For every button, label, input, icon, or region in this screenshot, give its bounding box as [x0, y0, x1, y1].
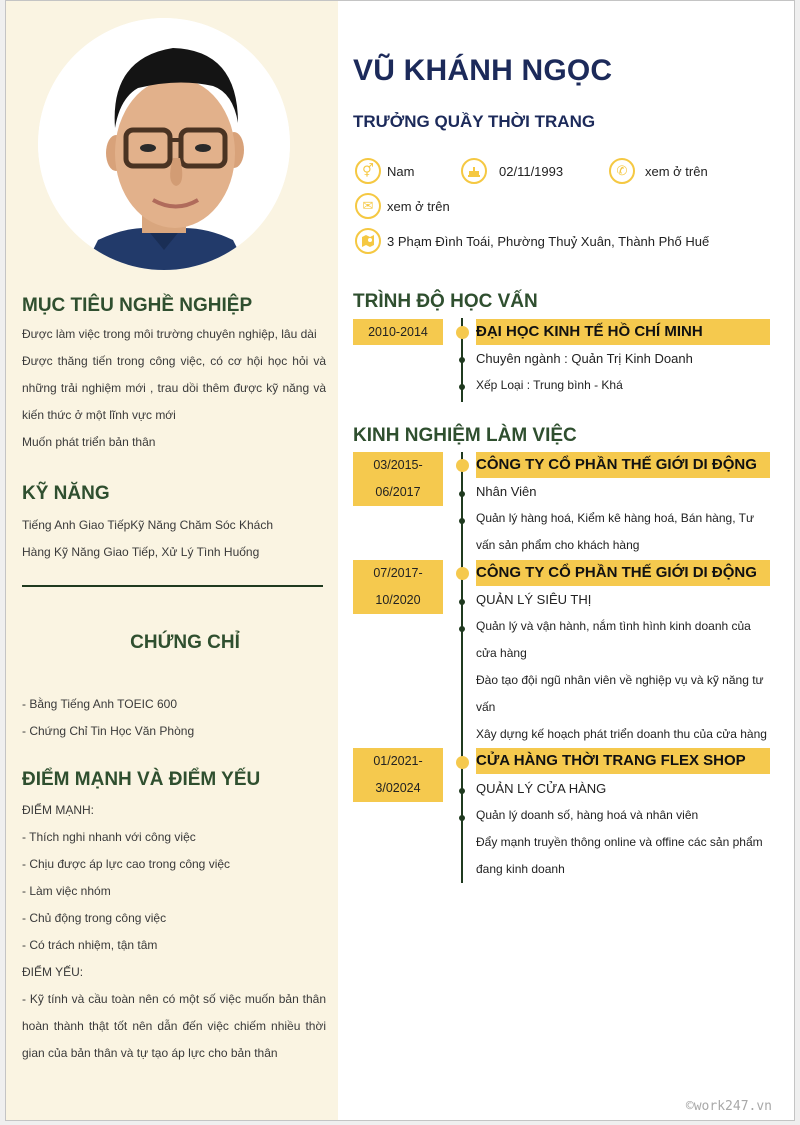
timeline-bullet	[459, 384, 465, 390]
map-pin-icon	[355, 228, 381, 254]
date-end: 06/2017	[375, 485, 421, 499]
timeline-dot	[456, 459, 469, 472]
job-title: TRƯỞNG QUẦY THỜI TRANG	[353, 112, 596, 131]
timeline-bullet	[459, 815, 465, 821]
experience-detail: Đào tạo đội ngũ nhân viên về nghiệp vụ và kỹ năng tư vấn	[476, 673, 764, 714]
certificate-item: - Chứng Chỉ Tin Học Văn Phòng	[22, 724, 195, 738]
experience-detail: Đẩy mạnh truyền thông online và offine các sản phẩm đang kinh doanh	[476, 835, 763, 876]
weaknesses-label: ĐIỂM YẾU:	[22, 965, 84, 979]
company-name: CÔNG TY CỔ PHẦN THẾ GIỚI DI ĐỘNG	[476, 456, 757, 473]
experience-company	[476, 560, 770, 586]
contact-phone	[609, 158, 708, 184]
weakness-item: - Kỹ tính và cầu toàn nên có một số việc muốn bản thân hoàn thành thật tốt nên dẫn đến việc chiếm nhiều thời gian của bản thân và tự tạo áp lực cho bản thân	[22, 992, 326, 1060]
experience-detail: Quản lý hàng hoá, Kiểm kê hàng hoá, Bán hàng, Tư vấn sản phẩm cho khách hàng	[476, 511, 755, 552]
strengths-weaknesses-text	[22, 797, 326, 1067]
email-value: xem ở trên	[387, 198, 450, 214]
date-start: 07/2017-	[373, 566, 423, 580]
gender-icon: ⚥	[355, 158, 381, 184]
sidebar	[6, 1, 338, 1120]
date-end: 10/2020	[375, 593, 421, 607]
certificates-list	[22, 691, 326, 745]
experience-role: Nhân Viên	[476, 484, 537, 499]
contact-birthday	[461, 158, 563, 184]
section-divider	[22, 585, 323, 587]
gender-value: Nam	[387, 163, 415, 179]
watermark: ©work247.vn	[685, 1099, 772, 1114]
birthday-cake-icon	[461, 158, 487, 184]
experience-detail: Xây dựng kế hoạch phát triển doanh thu của cửa hàng	[476, 727, 767, 741]
cv-page	[5, 0, 795, 1121]
experience-date	[353, 748, 443, 802]
education-school	[476, 319, 770, 345]
contact-gender	[355, 158, 414, 184]
address-value: 3 Phạm Đình Toái, Phường Thuỷ Xuân, Thành Phố Huế	[387, 233, 710, 249]
timeline-bullet	[459, 491, 465, 497]
certificates-heading: CHỨNG CHỈ	[130, 632, 240, 653]
company-name: CÔNG TY CỔ PHẦN THẾ GIỚI DI ĐỘNG	[476, 564, 757, 581]
experience-role: QUẢN LÝ CỬA HÀNG	[476, 781, 607, 796]
experience-role: QUẢN LÝ SIÊU THỊ	[476, 592, 592, 607]
experience-company	[476, 748, 770, 774]
certificate-item: - Bằng Tiếng Anh TOEIC 600	[22, 697, 177, 711]
birthday-value: 02/11/1993	[499, 163, 564, 179]
objective-line: Được thăng tiến trong công việc, có cơ hội học hỏi và những trải nghiệm mới , trau dồi thêm được kỹ năng và kiến thức ở một lĩnh vực mới	[22, 354, 326, 422]
strength-item: - Làm việc nhóm	[22, 884, 111, 898]
timeline-dot	[456, 567, 469, 580]
education-major: Chuyên ngành : Quản Trị Kinh Doanh	[476, 351, 693, 366]
objective-line: Muốn phát triển bản thân	[22, 435, 156, 449]
timeline-bullet	[459, 518, 465, 524]
skills-heading: KỸ NĂNG	[22, 483, 110, 504]
timeline-dot	[456, 326, 469, 339]
objective-line: Được làm việc trong môi trường chuyên nghiệp, lâu dài	[22, 327, 317, 341]
education-heading: TRÌNH ĐỘ HỌC VẤN	[353, 291, 538, 312]
strength-item: - Có trách nhiệm, tận tâm	[22, 938, 158, 952]
candidate-name: VŨ KHÁNH NGỌC	[353, 54, 613, 87]
strength-item: - Thích nghi nhanh với công việc	[22, 830, 196, 844]
date-start: 01/2021-	[373, 754, 423, 768]
strength-item: - Chịu được áp lực cao trong công việc	[22, 857, 231, 871]
education-date: 2010-2014	[353, 319, 443, 345]
phone-value: xem ở trên	[645, 163, 708, 179]
date-start: 03/2015-	[373, 458, 423, 472]
experience-company	[476, 452, 770, 478]
education-grade: Xếp Loại : Trung bình - Khá	[476, 378, 623, 392]
experience-detail: Quản lý và vận hành, nắm tình hình kinh doanh của cửa hàng	[476, 619, 751, 660]
contact-address	[355, 228, 709, 254]
phone-icon: ✆	[609, 158, 635, 184]
school-name: ĐẠI HỌC KINH TẾ HỒ CHÍ MINH	[476, 323, 703, 340]
avatar-portrait-icon	[38, 18, 290, 270]
date-end: 3/02024	[375, 781, 421, 795]
experience-heading: KINH NGHIỆM LÀM VIỆC	[353, 425, 577, 446]
strengths-label: ĐIỂM MẠNH:	[22, 803, 94, 817]
timeline-dot	[456, 756, 469, 769]
mail-icon: ✉	[355, 193, 381, 219]
timeline-bullet	[459, 599, 465, 605]
timeline-bullet	[459, 626, 465, 632]
skills-text: Tiếng Anh Giao TiếpKỹ Năng Chăm Sóc Khách Hàng Kỹ Năng Giao Tiếp, Xử Lý Tình Huống	[22, 518, 274, 559]
company-name: CỬA HÀNG THỜI TRANG FLEX SHOP	[476, 752, 746, 769]
profile-photo	[38, 18, 290, 270]
objective-heading: MỤC TIÊU NGHỀ NGHIỆP	[22, 295, 253, 316]
experience-date	[353, 560, 443, 614]
contact-email	[355, 193, 450, 219]
experience-date	[353, 452, 443, 506]
strength-item: - Chủ động trong công việc	[22, 911, 167, 925]
timeline-bullet	[459, 788, 465, 794]
timeline-bullet	[459, 357, 465, 363]
experience-detail: Quản lý doanh số, hàng hoá và nhân viên	[476, 808, 699, 822]
objective-text	[22, 321, 326, 456]
strengths-weaknesses-heading: ĐIỂM MẠNH VÀ ĐIỂM YẾU	[22, 769, 261, 790]
